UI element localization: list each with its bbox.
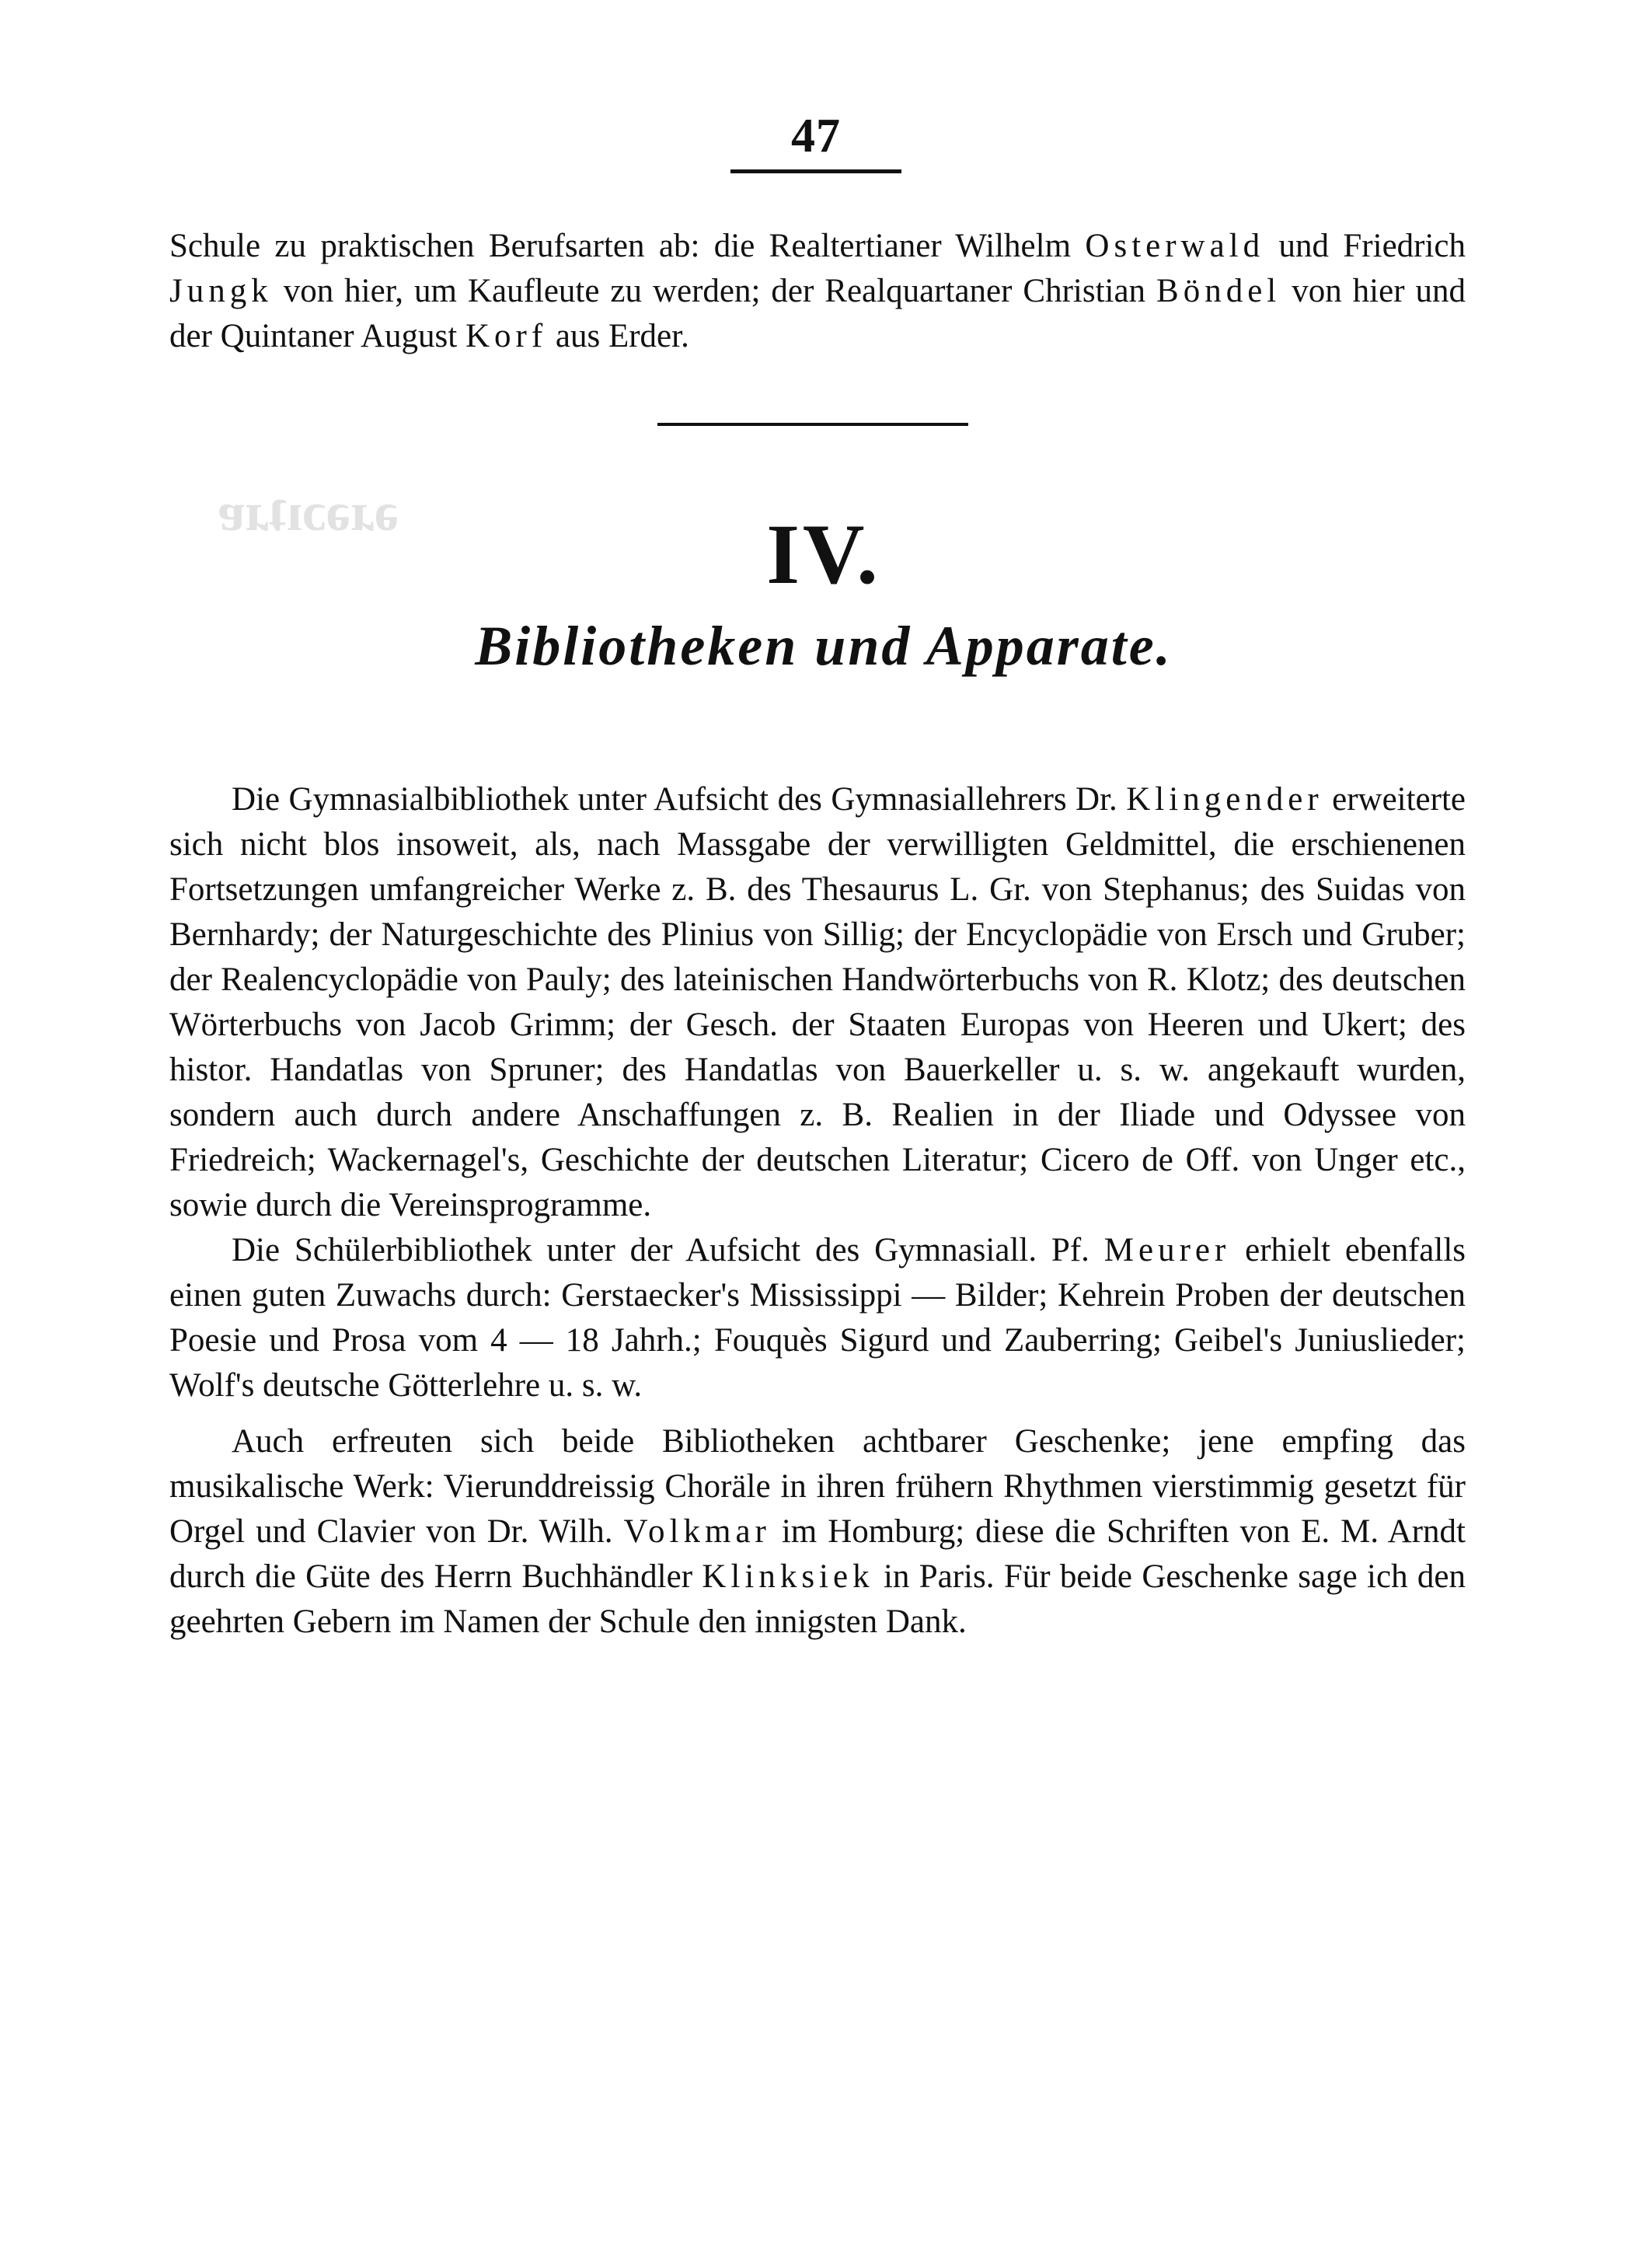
intro-text: Schule zu praktischen Berufsarten ab: die Realtertianer Wilhelm Osterwald und Friedrich Jungk von hier, um Kaufleute zu werden; der Realquartaner Christian Böndel von hier und der Quintaner August Korf aus Erder. (169, 228, 1466, 354)
person-name: Jungk (169, 273, 273, 309)
person-name: Meurer (1103, 1232, 1231, 1268)
section-title: Bibliotheken und Apparate. (475, 615, 1173, 677)
person-name: Osterwald (1085, 228, 1265, 264)
paragraph-gymnasialbibliothek: Die Gymnasialbibliothek unter Aufsicht des Gymnasiallehrers Dr. Klingender erweiterte sich nicht blos insoweit, als, nach Massgabe der verwilligten Geldmittel, die erschienenen Fortsetzungen umfangreicher Werke z. B. des Thesaurus L. Gr. von Stephanus; des Suidas von Bernhardy; der Naturgeschichte des Plinius von Sillig; der Encyclopädie von Ersch und Gruber; der Realencyclopädie von Pauly; des lateinischen Handwörterbuchs von R. Klotz; des deutschen Wörterbuchs von Jacob Grimm; der Gesch. der Staaten Europas von Heeren und Ukert; des histor. Handatlas von Spruner; des Handatlas von Bauerkeller u. s. w. angekauft wurden, sondern auch durch andere Anschaffungen z. B. Realien in der Iliade und Odyssee von Friedreich; Wackernagel's, Geschichte der deutschen Literatur; Cicero de Off. von Unger etc., sowie durch die Vereinsprogramme. (169, 781, 1466, 1223)
bleed-through-text: ǝɹǝɔıʇɹɐ (218, 483, 399, 543)
person-name: Klingender (1126, 781, 1323, 818)
person-name: Böndel (1156, 273, 1281, 309)
intro-paragraph (169, 224, 1466, 359)
person-name: Korf (465, 318, 548, 354)
page-number-rule (730, 169, 901, 173)
page-number: 47 (791, 110, 841, 162)
paragraph-schuelerbibliothek: Die Schülerbibliothek unter der Aufsicht des Gymnasiall. Pf. Meurer erhielt ebenfalls einen guten Zuwachs durch: Gerstaecker's Mississippi — Bilder; Kehrein Proben der deutschen Poesie und Prosa vom 4 — 18 Jahrh.; Fouquès Sigurd und Zauberring; Geibel's Juniuslieder; Wolf's deutsche Götterlehre u. s. w. (169, 1232, 1466, 1404)
section-number: IV. (766, 507, 881, 602)
paragraph-geschenke: Auch erfreuten sich beide Bibliotheken achtbarer Geschenke; jene empfing das musikalische Werk: Vierunddreissig Choräle in ihren frühern Rhythmen vierstimmig gesetzt für Orgel und Clavier von Dr. Wilh. Volkmar im Homburg; diese die Schriften von E. M. Arndt durch die Güte des Herrn Buchhändler Klinksiek in Paris. Für beide Geschenke sage ich den geehrten Gebern im Namen der Schule den innigsten Dank. (169, 1423, 1466, 1640)
section-divider (657, 423, 968, 426)
person-name: Volkmar (623, 1513, 771, 1550)
library-paragraphs (169, 777, 1466, 1645)
person-name: Klinksiek (702, 1558, 874, 1595)
